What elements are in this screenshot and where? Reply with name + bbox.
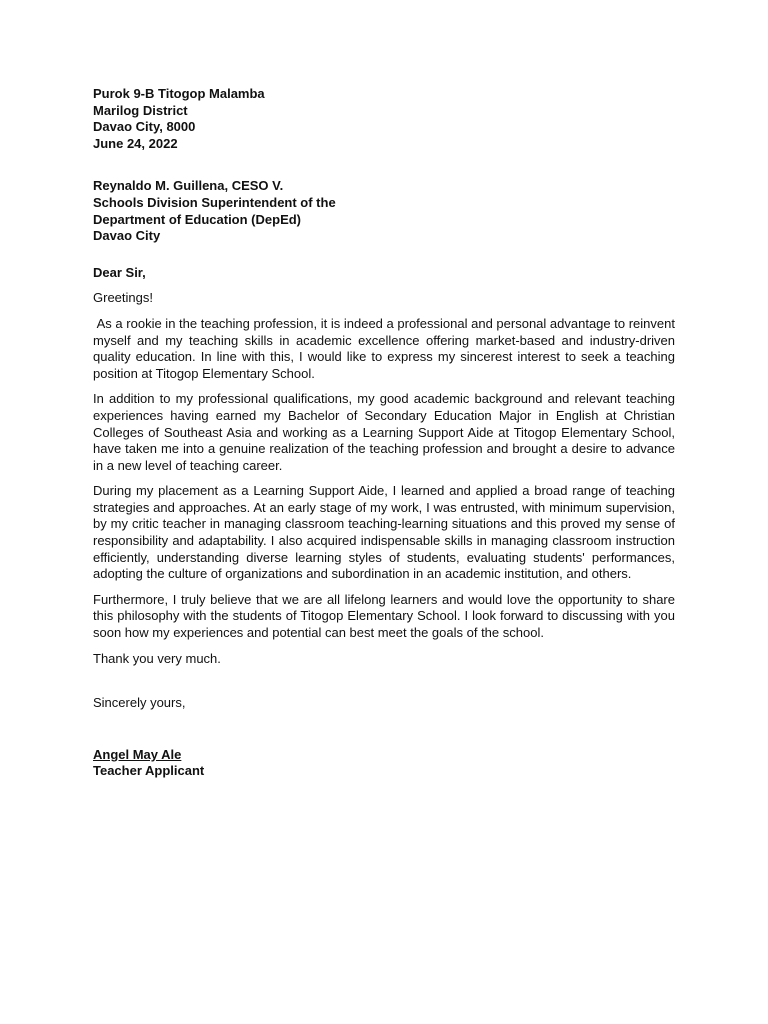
recipient-city: Davao City: [93, 228, 161, 244]
recipient-address: [93, 178, 675, 244]
signature-name: Angel May Ale: [93, 746, 182, 762]
body-paragraph-1: As a rookie in the teaching profession, it is indeed a professional and personal advantage to reinvent myself and my teaching skills in academic excellence offering market-based and industry-driven quality education. In line with this, I would like to express my sincerest interest to seek a teaching position at Titogop Elementary School.: [93, 315, 679, 381]
sender-address-line-1: Purok 9-B Titogop Malamba: [93, 86, 265, 101]
greeting: Greetings!: [93, 290, 153, 306]
signature-title: Teacher Applicant: [93, 763, 205, 779]
recipient-title-line-2: Department of Education (DepEd): [93, 211, 302, 227]
salutation: Dear Sir,: [93, 264, 146, 280]
letter-date: June 24, 2022: [93, 135, 178, 151]
closing: Sincerely yours,: [93, 695, 186, 711]
letter-page: [93, 86, 679, 780]
sender-address: [93, 86, 675, 152]
recipient-title-line-1: Schools Division Superintendent of the: [93, 194, 336, 210]
body-paragraph-4: Furthermore, I truly believe that we are all lifelong learners and would love the opportunity to share this philosophy with the students of Titogop Elementary School. I look forward to discussing with you soon how my experiences and potential can best meet the goals of the school.: [93, 591, 675, 641]
recipient-name: Reynaldo M. Guillena, CESO V.: [93, 178, 284, 194]
body-paragraph-2: In addition to my professional qualifications, my good academic background and relevant teaching experiences having earned my Bachelor of Secondary Education Major in English at Christian Colleges of Southeast Asia and working as a Learning Support Aide at Titogop Elementary School, have taken me into a genuine realization of the teaching profession and brought a desire to advance in a new level of teaching career.: [93, 391, 675, 473]
thank-you-line: Thank you very much.: [93, 650, 221, 666]
sender-address-line-2: Marilog District: [93, 102, 188, 118]
body-paragraph-3: During my placement as a Learning Support Aide, I learned and applied a broad range of teaching strategies and approaches. At an early stage of my work, I was entrusted, with minimum supervision, by my critic teacher in managing classroom teaching-learning situations and this proved my sense of responsibility and adaptability. I also acquired indispensable skills in managing classroom instruction efficiently, understanding diverse learning styles of students, evaluating students' performances, adopting the culture of organizations and subordination in an academic institution, and others.: [93, 483, 675, 582]
sender-address-line-3: Davao City, 8000: [93, 119, 196, 135]
